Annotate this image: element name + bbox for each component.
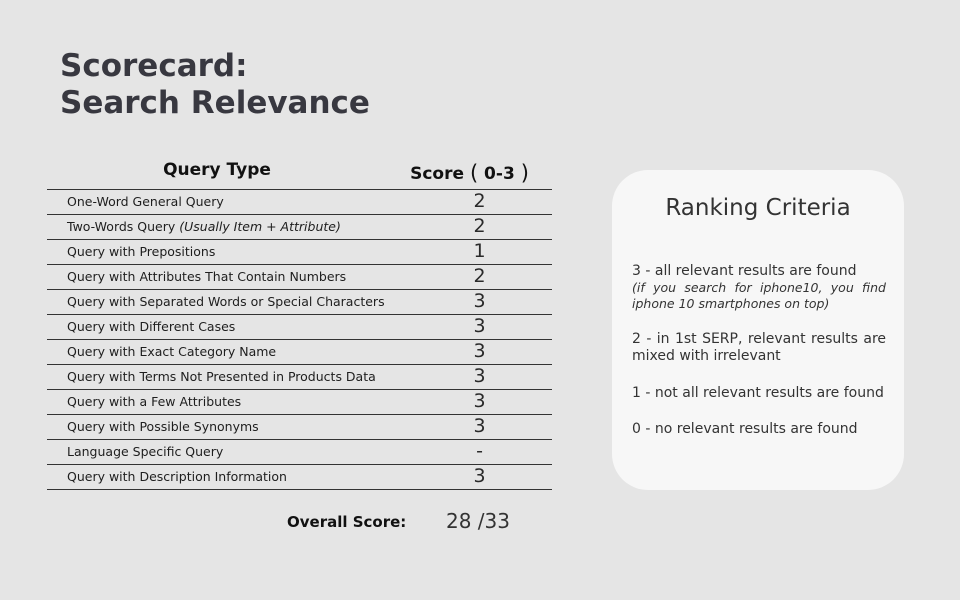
score-cell: 1: [473, 240, 486, 262]
table-row: [47, 240, 552, 265]
score-cell: 2: [473, 190, 486, 212]
score-header-label: Score: [410, 164, 465, 184]
query-text: Query with Different Cases: [67, 319, 236, 334]
table-row: [47, 190, 552, 215]
query-type-cell: [67, 269, 346, 284]
query-text: Query with Prepositions: [67, 244, 216, 259]
score-cell: -: [476, 440, 483, 462]
page-title-line-1: Scorecard:: [60, 48, 248, 84]
query-type-cell: [67, 394, 241, 409]
query-text: Query with Description Information: [67, 469, 287, 484]
score-cell: 3: [473, 340, 486, 362]
query-type-cell: [67, 244, 215, 259]
query-type-cell: [67, 469, 287, 484]
score-cell: 3: [473, 315, 486, 337]
criteria-item-0: 0 - no relevant results are found: [632, 421, 858, 437]
query-type-cell: [67, 444, 223, 459]
table-header: [47, 155, 552, 190]
table-row: [47, 215, 552, 240]
query-note: (Usually Item + Attribute): [179, 219, 341, 234]
criteria-item-note: (if you search for iphone10, you find iphone 10 smartphones on top): [632, 280, 886, 311]
query-text: Query with Exact Category Name: [67, 344, 277, 359]
query-type-cell: [67, 344, 276, 359]
query-type-cell: [67, 294, 385, 309]
score-cell: 3: [473, 415, 486, 437]
overall-score-value: 28 /33: [446, 509, 510, 533]
table-row: [47, 365, 552, 390]
query-text: Query with Attributes That Contain Numbers: [67, 269, 347, 284]
criteria-item-text: 3 - all relevant results are found: [632, 263, 857, 279]
criteria-item-1: 1 - not all relevant results are found: [632, 385, 884, 401]
table-row: [47, 415, 552, 440]
table-row: [47, 440, 552, 465]
table-row: [47, 265, 552, 290]
score-cell: 3: [473, 390, 486, 412]
query-text: Query with Separated Words or Special Characters: [67, 294, 385, 309]
query-text: Query with Terms Not Presented in Products Data: [67, 369, 376, 384]
table-row: [47, 290, 552, 315]
table-row: [47, 390, 552, 415]
score-header-paren-open: (: [469, 161, 479, 185]
query-type-cell: [67, 319, 235, 334]
score-cell: 3: [473, 365, 486, 387]
score-cell: 3: [473, 290, 486, 312]
criteria-item-3: [632, 263, 886, 312]
query-text: Query with a Few Attributes: [67, 394, 242, 409]
score-header-paren-close: ): [520, 161, 529, 185]
query-text: Language Specific Query: [67, 444, 224, 459]
page-title-line-2: Search Relevance: [60, 85, 370, 121]
overall-score-label: Overall Score:: [287, 513, 407, 531]
query-type-cell: [67, 419, 259, 434]
ranking-criteria-card: [612, 170, 904, 490]
query-text: Two-Words Query: [67, 219, 180, 234]
query-type-cell: [67, 369, 376, 384]
query-type-cell: [67, 194, 224, 209]
table-row: [47, 465, 552, 490]
score-cell: 2: [473, 215, 486, 237]
score-header-range: 0-3: [478, 164, 521, 184]
scorecard-table: [47, 155, 552, 490]
column-header-query-type: Query Type: [163, 160, 271, 180]
query-text: Query with Possible Synonyms: [67, 419, 259, 434]
score-cell: 2: [473, 265, 486, 287]
column-header-score: [387, 160, 552, 184]
ranking-criteria-title: Ranking Criteria: [665, 195, 851, 221]
table-row: [47, 315, 552, 340]
score-cell: 3: [473, 465, 486, 487]
page-title: [60, 48, 370, 122]
criteria-item-2: 2 - in 1st SERP, relevant results are mixed with irrelevant: [632, 331, 886, 364]
table-row: [47, 340, 552, 365]
query-type-cell: [67, 219, 341, 234]
query-text: One-Word General Query: [67, 194, 224, 209]
